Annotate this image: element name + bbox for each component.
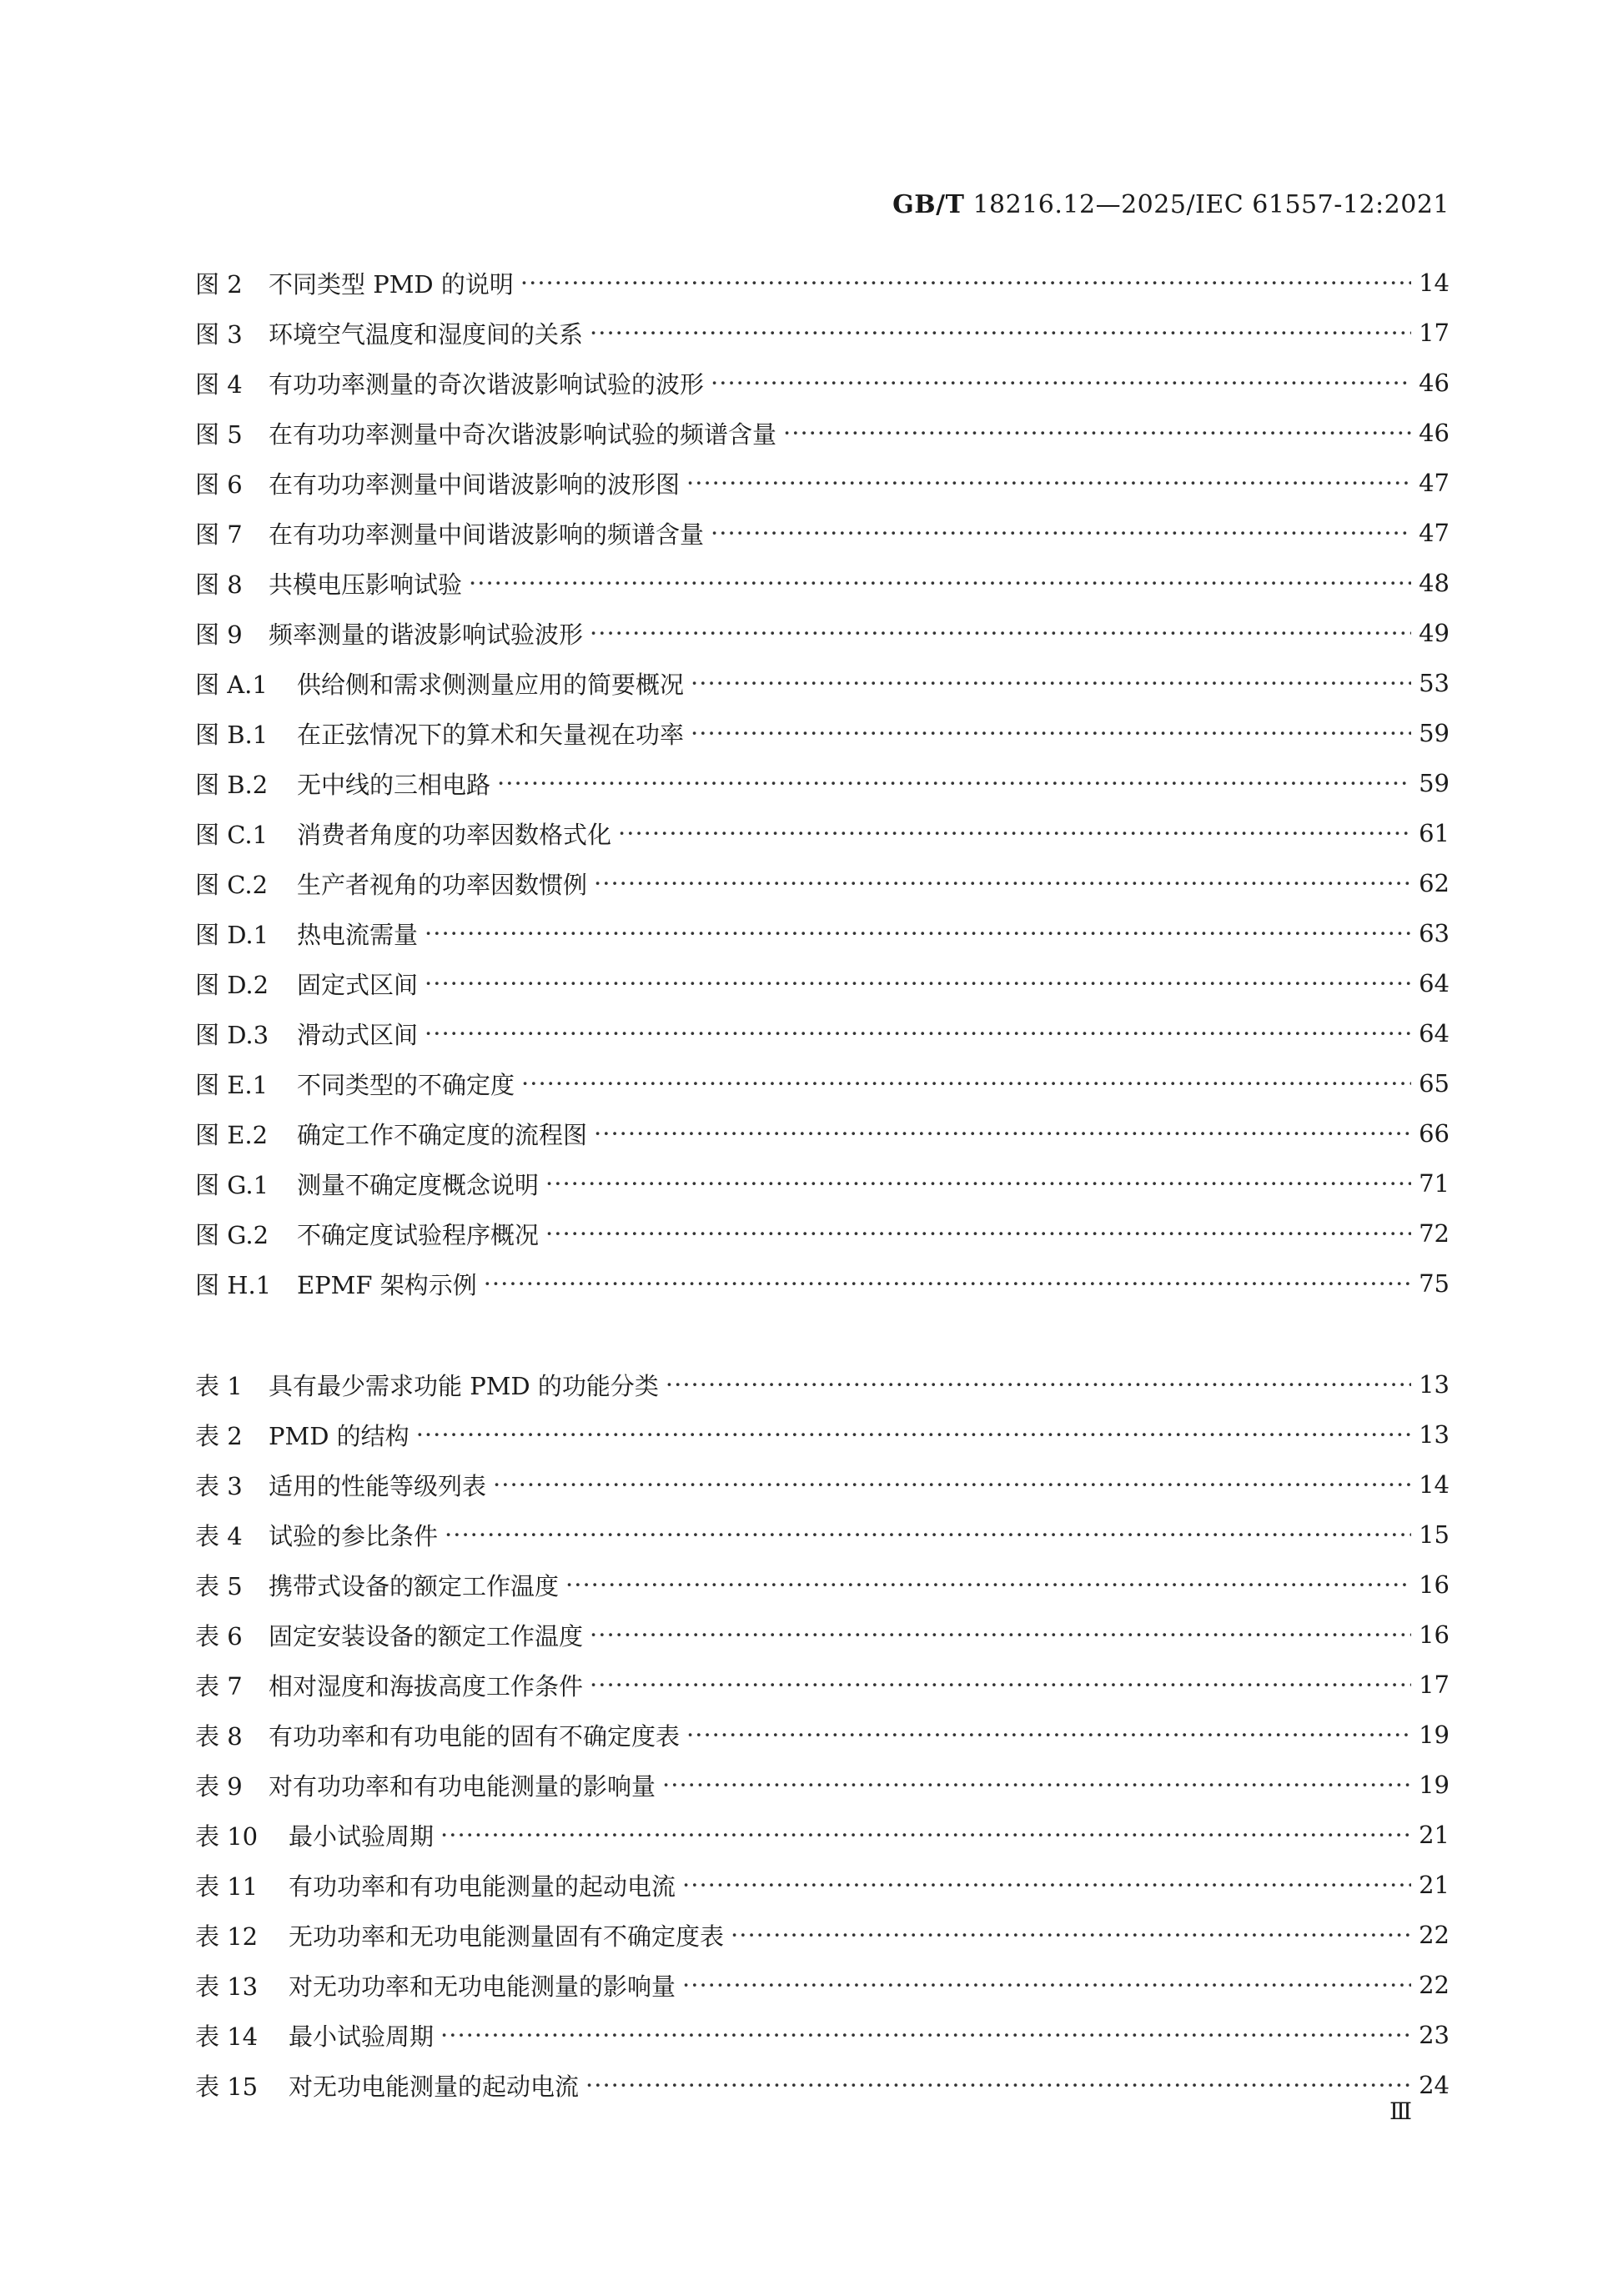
toc-entry-table[interactable] bbox=[195, 2010, 1450, 2060]
entry-page: 63 bbox=[1419, 919, 1450, 947]
dot-leader bbox=[545, 1168, 1411, 1198]
entry-label: 图 3 bbox=[195, 319, 243, 349]
toc-entry-figure[interactable] bbox=[195, 958, 1450, 1008]
toc-entry-figure[interactable] bbox=[195, 608, 1450, 658]
entry-page: 65 bbox=[1419, 1069, 1450, 1098]
dot-leader bbox=[666, 1369, 1411, 1399]
toc-entry-table[interactable] bbox=[195, 1459, 1450, 1510]
dot-leader bbox=[590, 1620, 1411, 1650]
dot-leader bbox=[594, 868, 1411, 898]
entry-label: 表 12 bbox=[195, 1922, 259, 1951]
dot-leader bbox=[440, 2020, 1411, 2050]
entry-title: 热电流需量 bbox=[297, 920, 419, 949]
toc-entry-table[interactable] bbox=[195, 1710, 1450, 1760]
entry-label: 图 7 bbox=[195, 520, 243, 549]
toc-entry-figure[interactable] bbox=[195, 708, 1450, 758]
entry-page: 46 bbox=[1419, 369, 1450, 397]
entry-label: 图 B.2 bbox=[195, 770, 269, 799]
toc-entry-table[interactable] bbox=[195, 2060, 1450, 2110]
entry-page: 13 bbox=[1419, 1370, 1450, 1399]
entry-title: 消费者角度的功率因数格式化 bbox=[297, 820, 612, 849]
entry-title: 有功功率和有功电能测量的起动电流 bbox=[289, 1871, 676, 1901]
entry-title: 对有功功率和有功电能测量的影响量 bbox=[269, 1771, 656, 1801]
entry-title: 无中线的三相电路 bbox=[297, 770, 491, 799]
entry-title: 在有功功率测量中奇次谐波影响试验的频谱含量 bbox=[269, 420, 777, 449]
entry-page: 59 bbox=[1419, 719, 1450, 747]
entry-page: 46 bbox=[1419, 419, 1450, 447]
dot-leader bbox=[682, 1970, 1411, 2000]
toc-entry-table[interactable] bbox=[195, 1760, 1450, 1810]
dot-leader bbox=[682, 1870, 1411, 1900]
dot-leader bbox=[493, 1470, 1411, 1500]
entry-page: 13 bbox=[1419, 1420, 1450, 1449]
dot-leader bbox=[691, 668, 1411, 698]
entry-page: 15 bbox=[1419, 1520, 1450, 1549]
dot-leader bbox=[691, 718, 1411, 748]
entry-label: 图 C.2 bbox=[195, 870, 269, 899]
entry-page: 21 bbox=[1419, 1871, 1450, 1899]
toc-entry-table[interactable] bbox=[195, 1960, 1450, 2010]
entry-page: 22 bbox=[1419, 1971, 1450, 1999]
entry-label: 图 4 bbox=[195, 369, 243, 399]
entry-page: 19 bbox=[1419, 1721, 1450, 1749]
entry-page: 64 bbox=[1419, 969, 1450, 997]
entry-title: 有功功率测量的奇次谐波影响试验的波形 bbox=[269, 369, 705, 399]
entry-label: 图 D.3 bbox=[195, 1020, 269, 1049]
entry-title: 对无功电能测量的起动电流 bbox=[289, 2072, 580, 2101]
toc-entry-table[interactable] bbox=[195, 1910, 1450, 1960]
dot-leader bbox=[484, 1269, 1411, 1299]
entry-page: 17 bbox=[1419, 1671, 1450, 1699]
entry-title: 供给侧和需求侧测量应用的简要概况 bbox=[297, 670, 685, 699]
dot-leader bbox=[565, 1570, 1411, 1600]
toc-entry-figure[interactable] bbox=[195, 458, 1450, 508]
entry-page: 71 bbox=[1419, 1169, 1450, 1198]
standard-id: GB/T bbox=[892, 190, 965, 219]
standard-header bbox=[892, 190, 1450, 219]
toc-entry-table[interactable] bbox=[195, 1610, 1450, 1660]
entry-label: 表 2 bbox=[195, 1421, 243, 1450]
dot-leader bbox=[590, 318, 1411, 348]
entry-label: 图 B.1 bbox=[195, 720, 269, 749]
entry-label: 表 11 bbox=[195, 1871, 259, 1901]
entry-title: 相对湿度和海拔高度工作条件 bbox=[269, 1671, 584, 1701]
entry-page: 22 bbox=[1419, 1921, 1450, 1949]
figure-list bbox=[195, 258, 1450, 1309]
entry-label: 表 13 bbox=[195, 1972, 259, 2001]
toc-entry-figure[interactable] bbox=[195, 1008, 1450, 1058]
toc-entry-figure[interactable] bbox=[195, 258, 1450, 308]
dot-leader bbox=[469, 568, 1411, 598]
dot-leader bbox=[590, 618, 1411, 648]
toc-entry-figure[interactable] bbox=[195, 858, 1450, 908]
entry-page: 66 bbox=[1419, 1119, 1450, 1148]
entry-page: 48 bbox=[1419, 569, 1450, 597]
entry-title: 环境空气温度和湿度间的关系 bbox=[269, 319, 584, 349]
entry-title: 不确定度试验程序概况 bbox=[297, 1220, 540, 1249]
entry-page: 24 bbox=[1419, 2071, 1450, 2099]
toc-entry-figure[interactable] bbox=[195, 558, 1450, 608]
toc-entry-table[interactable] bbox=[195, 1409, 1450, 1459]
entry-title: 有功功率和有功电能的固有不确定度表 bbox=[269, 1721, 681, 1751]
entry-label: 表 3 bbox=[195, 1471, 243, 1500]
entry-label: 图 E.2 bbox=[195, 1120, 269, 1149]
entry-label: 图 6 bbox=[195, 470, 243, 499]
entry-title: 在有功功率测量中间谐波影响的频谱含量 bbox=[269, 520, 705, 549]
dot-leader bbox=[440, 1820, 1411, 1850]
toc-entry-figure[interactable] bbox=[195, 1208, 1450, 1259]
dot-leader bbox=[618, 818, 1411, 848]
entry-title: 滑动式区间 bbox=[297, 1020, 419, 1049]
entry-label: 图 D.1 bbox=[195, 920, 269, 949]
entry-label: 表 1 bbox=[195, 1371, 243, 1400]
entry-label: 表 7 bbox=[195, 1671, 243, 1701]
entry-page: 47 bbox=[1419, 519, 1450, 547]
entry-label: 图 C.1 bbox=[195, 820, 269, 849]
entry-title: 确定工作不确定度的流程图 bbox=[297, 1120, 588, 1149]
entry-label: 表 14 bbox=[195, 2022, 259, 2051]
entry-page: 72 bbox=[1419, 1219, 1450, 1248]
entry-label: 图 2 bbox=[195, 269, 243, 299]
entry-title: 不同类型的不确定度 bbox=[297, 1070, 515, 1099]
dot-leader bbox=[497, 768, 1411, 798]
dot-leader bbox=[545, 1218, 1411, 1248]
toc-entry-figure[interactable] bbox=[195, 508, 1450, 558]
entry-title: 适用的性能等级列表 bbox=[269, 1471, 487, 1500]
entry-title: 最小试验周期 bbox=[289, 1821, 435, 1851]
entry-title: 具有最少需求功能 PMD 的功能分类 bbox=[269, 1371, 659, 1400]
entry-page: 14 bbox=[1419, 269, 1450, 297]
entry-page: 14 bbox=[1419, 1470, 1450, 1499]
toc-entry-figure[interactable] bbox=[195, 908, 1450, 958]
entry-label: 图 A.1 bbox=[195, 670, 268, 699]
entry-label: 表 6 bbox=[195, 1621, 243, 1650]
entry-label: 图 5 bbox=[195, 420, 243, 449]
entry-label: 图 9 bbox=[195, 620, 243, 649]
toc-entry-figure[interactable] bbox=[195, 758, 1450, 808]
toc-entry-figure[interactable] bbox=[195, 358, 1450, 408]
dot-leader bbox=[416, 1419, 1411, 1449]
toc-entry-figure[interactable] bbox=[195, 1058, 1450, 1108]
entry-title: 共模电压影响试验 bbox=[269, 570, 463, 599]
entry-title: 生产者视角的功率因数惯例 bbox=[297, 870, 588, 899]
dot-leader bbox=[594, 1118, 1411, 1148]
dot-leader bbox=[520, 268, 1411, 298]
toc-entry-figure[interactable] bbox=[195, 658, 1450, 708]
entry-title: 在有功功率测量中间谐波影响的波形图 bbox=[269, 470, 681, 499]
entry-title: 固定式区间 bbox=[297, 970, 419, 999]
entry-label: 图 G.1 bbox=[195, 1170, 269, 1199]
dot-leader bbox=[686, 468, 1411, 498]
entry-page: 53 bbox=[1419, 669, 1450, 697]
entry-page: 59 bbox=[1419, 769, 1450, 797]
dot-leader bbox=[425, 1018, 1411, 1048]
entry-title: 携带式设备的额定工作温度 bbox=[269, 1571, 560, 1600]
dot-leader bbox=[590, 1670, 1411, 1700]
toc-entry-figure[interactable] bbox=[195, 1259, 1450, 1309]
dot-leader bbox=[425, 918, 1411, 948]
toc-entry-figure[interactable] bbox=[195, 408, 1450, 458]
dot-leader bbox=[662, 1770, 1411, 1800]
entry-label: 表 9 bbox=[195, 1771, 243, 1801]
entry-label: 图 D.2 bbox=[195, 970, 269, 999]
entry-page: 49 bbox=[1419, 619, 1450, 647]
entry-title: PMD 的结构 bbox=[269, 1421, 410, 1450]
toc-entry-table[interactable] bbox=[195, 1860, 1450, 1910]
entry-label: 图 E.1 bbox=[195, 1070, 269, 1099]
dot-leader bbox=[711, 368, 1411, 398]
dot-leader bbox=[425, 968, 1411, 998]
entry-page: 61 bbox=[1419, 819, 1450, 847]
toc-entry-table[interactable] bbox=[195, 1510, 1450, 1560]
toc-entry-figure[interactable] bbox=[195, 1158, 1450, 1208]
entry-title: 试验的参比条件 bbox=[269, 1521, 439, 1550]
entry-title: 频率测量的谐波影响试验波形 bbox=[269, 620, 584, 649]
dot-leader bbox=[731, 1920, 1411, 1950]
entry-page: 47 bbox=[1419, 469, 1450, 497]
entry-title: 不同类型 PMD 的说明 bbox=[269, 269, 514, 299]
entry-page: 17 bbox=[1419, 319, 1450, 347]
entry-title: 对无功功率和无功电能测量的影响量 bbox=[289, 1972, 676, 2001]
entry-page: 23 bbox=[1419, 2021, 1450, 2049]
entry-label: 图 H.1 bbox=[195, 1270, 272, 1299]
entry-title: 固定安装设备的额定工作温度 bbox=[269, 1621, 584, 1650]
toc-entry-figure[interactable] bbox=[195, 808, 1450, 858]
entry-label: 表 5 bbox=[195, 1571, 243, 1600]
dot-leader bbox=[521, 1068, 1411, 1098]
dot-leader bbox=[585, 2070, 1411, 2100]
entry-page: 16 bbox=[1419, 1620, 1450, 1649]
entry-label: 表 8 bbox=[195, 1721, 243, 1751]
dot-leader bbox=[711, 518, 1411, 548]
entry-label: 表 10 bbox=[195, 1821, 259, 1851]
entry-page: 64 bbox=[1419, 1019, 1450, 1048]
entry-page: 75 bbox=[1419, 1269, 1450, 1298]
entry-label: 表 15 bbox=[195, 2072, 259, 2101]
entry-title: EPMF 架构示例 bbox=[297, 1270, 477, 1299]
toc-entry-table[interactable] bbox=[195, 1359, 1450, 1409]
toc-entry-figure[interactable] bbox=[195, 308, 1450, 358]
entry-label: 图 8 bbox=[195, 570, 243, 599]
entry-page: 21 bbox=[1419, 1821, 1450, 1849]
entry-page: 16 bbox=[1419, 1570, 1450, 1599]
entry-title: 最小试验周期 bbox=[289, 2022, 435, 2051]
dot-leader bbox=[686, 1720, 1411, 1750]
entry-title: 无功功率和无功电能测量固有不确定度表 bbox=[289, 1922, 725, 1951]
table-list bbox=[195, 1359, 1450, 2110]
standard-number: 18216.12—2025/IEC 61557-12:2021 bbox=[972, 190, 1450, 219]
page-number: Ⅲ bbox=[1389, 2098, 1411, 2125]
entry-title: 在正弦情况下的算术和矢量视在功率 bbox=[297, 720, 685, 749]
dot-leader bbox=[783, 418, 1411, 448]
dot-leader bbox=[445, 1520, 1411, 1550]
toc-entry-figure[interactable] bbox=[195, 1108, 1450, 1158]
entry-title: 测量不确定度概念说明 bbox=[297, 1170, 540, 1199]
toc-entry-table[interactable] bbox=[195, 1810, 1450, 1860]
entry-page: 62 bbox=[1419, 869, 1450, 897]
entry-page: 19 bbox=[1419, 1771, 1450, 1799]
toc-entry-table[interactable] bbox=[195, 1660, 1450, 1710]
entry-label: 表 4 bbox=[195, 1521, 243, 1550]
toc-entry-table[interactable] bbox=[195, 1560, 1450, 1610]
entry-label: 图 G.2 bbox=[195, 1220, 269, 1249]
